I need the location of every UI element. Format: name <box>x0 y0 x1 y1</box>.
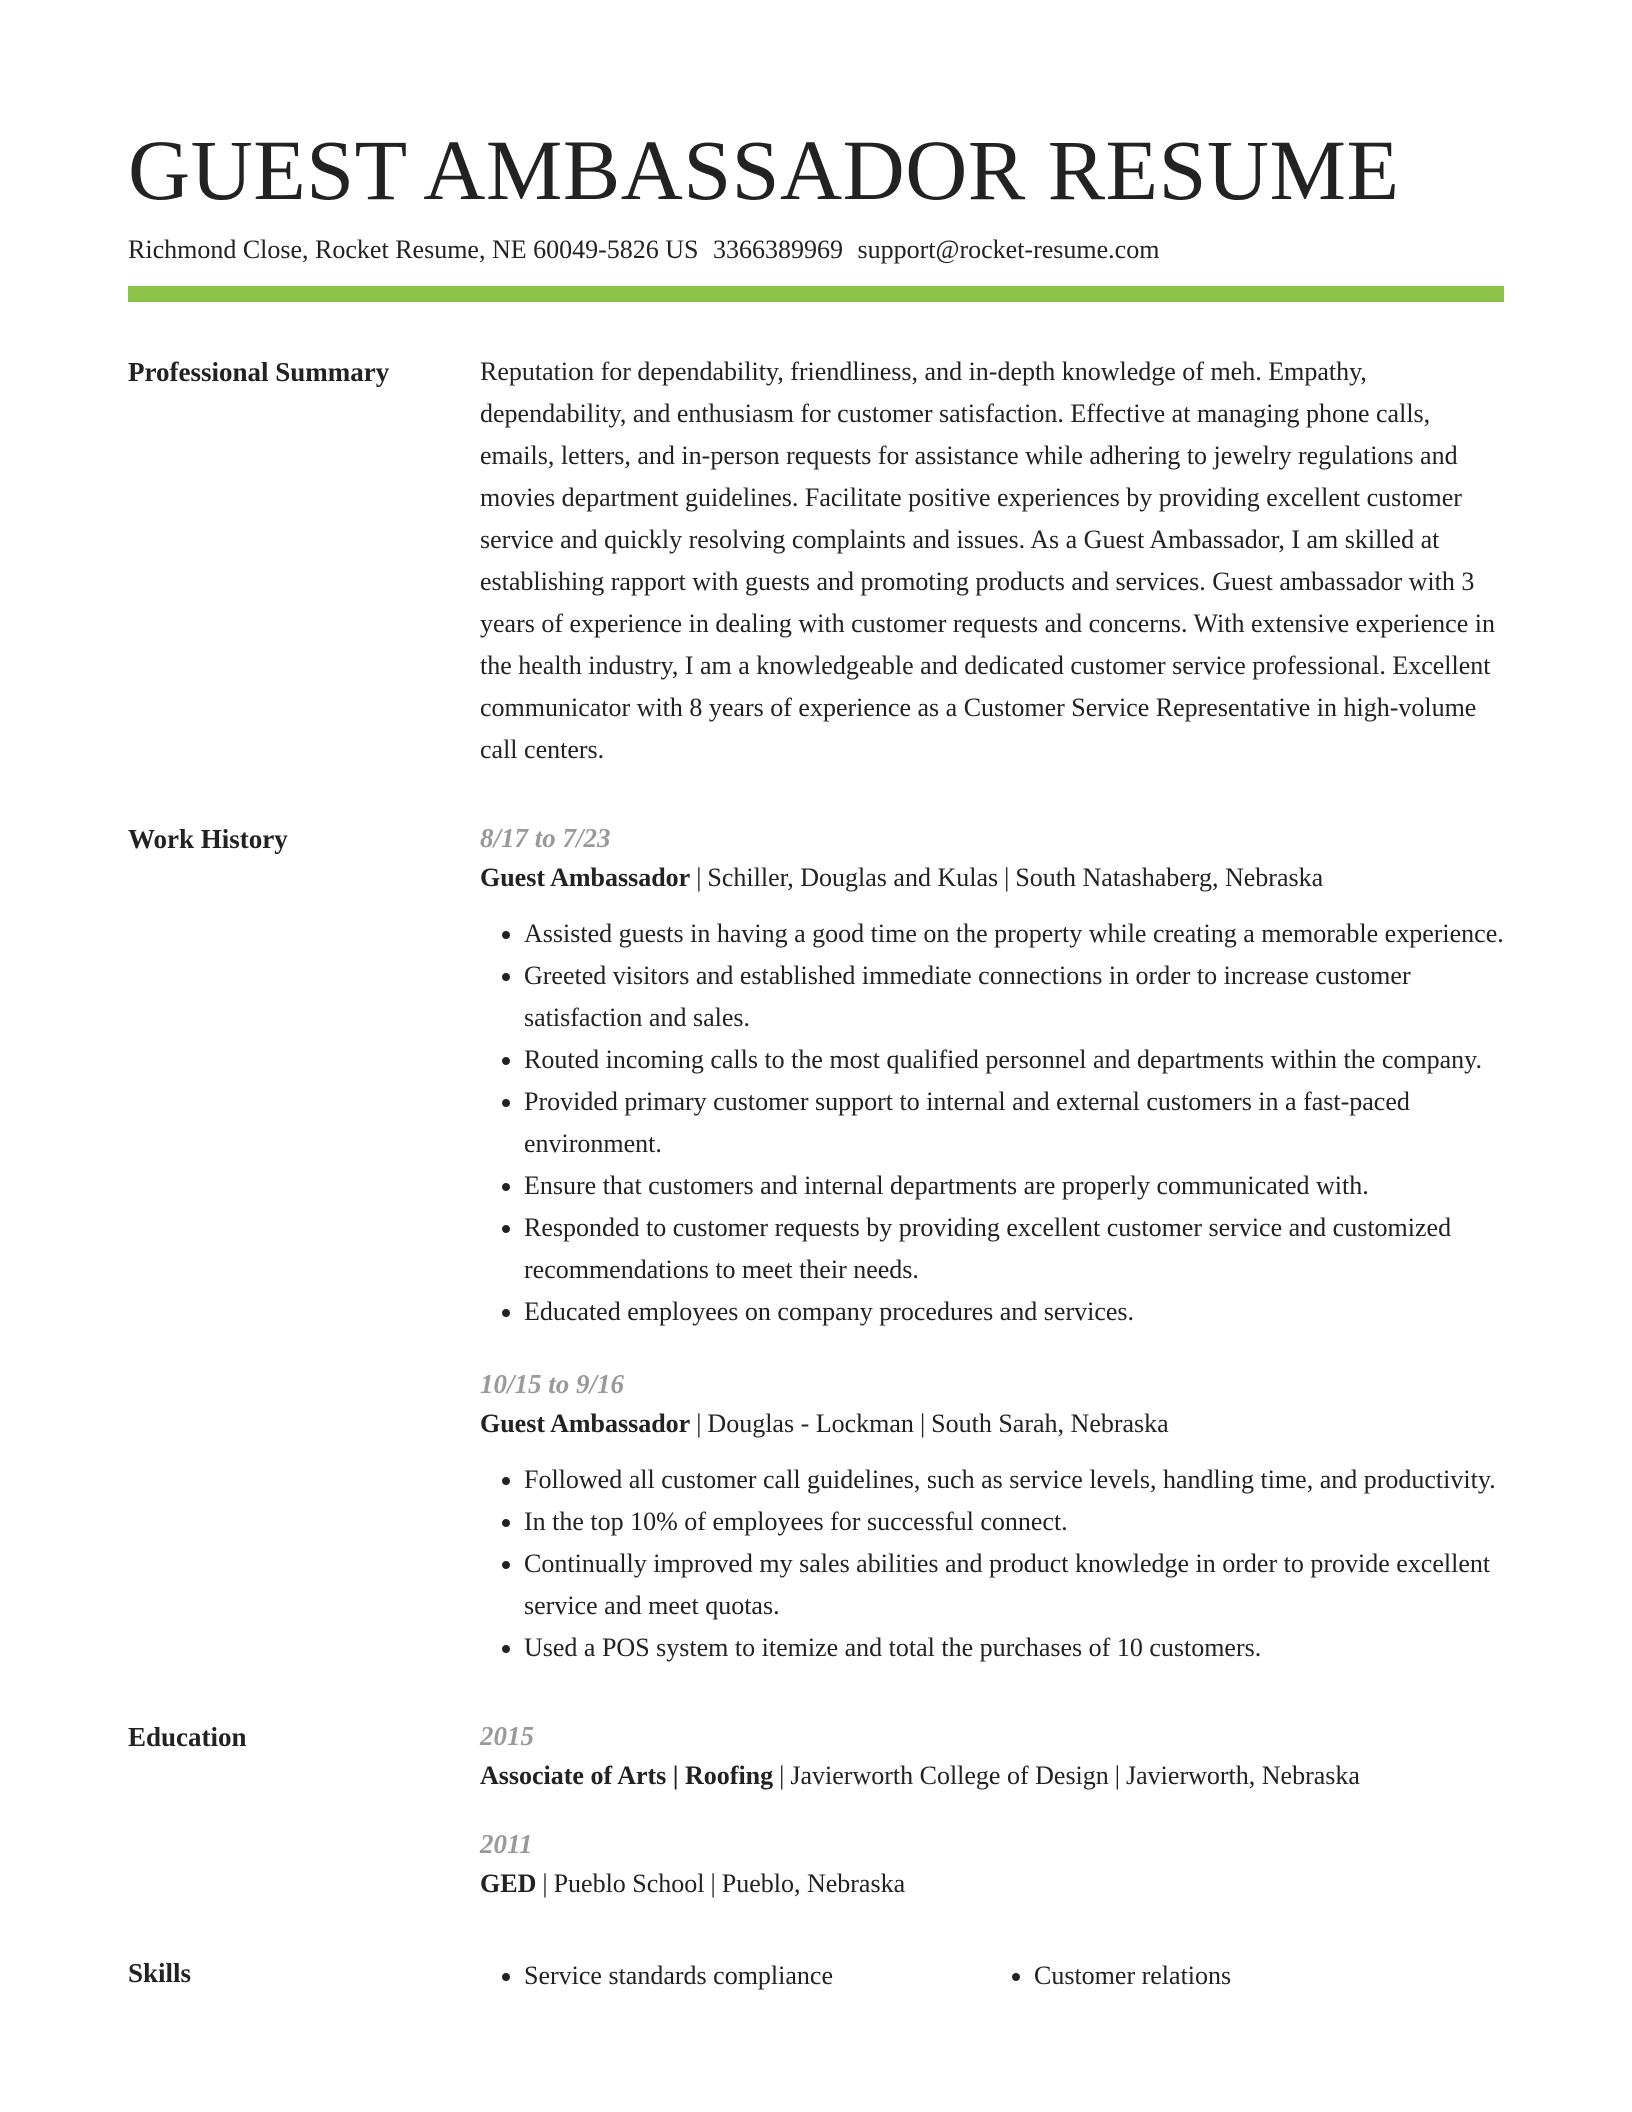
job-role-line: Guest Ambassador | Douglas - Lockman | South Sarah, Nebraska <box>480 1409 1169 1438</box>
resume-header <box>128 118 1504 302</box>
skill-item: • Service standards compliance <box>524 1955 994 1997</box>
resume-page <box>128 118 1504 1997</box>
job-bullet: • Ensure that customers and internal departments are properly communicated with. <box>524 1165 1504 1207</box>
contact-email: support@rocket-resume.com <box>857 235 1160 264</box>
job-title: Guest Ambassador <box>480 863 691 892</box>
work-history-body <box>480 821 1504 1669</box>
job-bullet: • Provided primary customer support to internal and external customers in a fast-paced environment. <box>524 1081 1504 1165</box>
education-entry <box>480 1825 1504 1905</box>
contact-line <box>128 232 1504 268</box>
summary-text: Reputation for dependability, friendliness, and in-depth knowledge of meh. Empathy, dependability, and enthusiasm for customer satisfaction. Effective at managing phone calls, emails, letters, and in-person requests for assistance while adhering to jewelry regulations and movies department guidelines. Facilitate positive experiences by providing excellent customer service and quickly resolving complaints and issues. As a Guest Ambassador, I am skilled at establishing rapport with guests and promoting products and services. Guest ambassador with 3 years of experience in dealing with customer requests and concerns. With extensive experience in the health industry, I am a knowledgeable and dedicated customer service professional. Excellent communicator with 8 years of experience as a Customer Service Representative in high-volume call centers. <box>480 357 1495 764</box>
education-school: Javierworth College of Design <box>790 1761 1109 1790</box>
summary-body <box>480 354 1504 771</box>
job-bullets <box>480 913 1504 1333</box>
job-dates: 8/17 to 7/23 <box>480 823 611 853</box>
job-role-line: Guest Ambassador | Schiller, Douglas and Kulas | South Natashaberg, Nebraska <box>480 863 1324 892</box>
section-heading: Skills <box>128 1958 192 1988</box>
job-bullet: • Continually improved my sales abilities and product knowledge in order to provide excellent service and meet quotas. <box>524 1543 1504 1627</box>
job-bullets <box>480 1459 1504 1669</box>
education-location: Pueblo, Nebraska <box>721 1869 906 1898</box>
job-bullet: • Responded to customer requests by providing excellent customer service and customized recommendations to meet their needs. <box>524 1207 1504 1291</box>
job-entry <box>480 819 1504 1333</box>
job-dates: 10/15 to 9/16 <box>480 1369 625 1399</box>
job-entry <box>480 1365 1504 1669</box>
education-degree: GED <box>480 1869 537 1898</box>
education-school: Pueblo School <box>553 1869 705 1898</box>
contact-phone: 3366389969 <box>713 235 844 264</box>
education-location: Javierworth, Nebraska <box>1126 1761 1360 1790</box>
education-line: Associate of Arts | Roofing | Javierworth College of Design | Javierworth, Nebraska <box>480 1761 1360 1790</box>
education-line: GED | Pueblo School | Pueblo, Nebraska <box>480 1869 906 1898</box>
resume-title: GUEST AMBASSADOR RESUME <box>128 122 1400 218</box>
education-year: 2015 <box>480 1721 534 1751</box>
job-location: South Sarah, Nebraska <box>931 1409 1169 1438</box>
education-section <box>128 1719 1504 1905</box>
job-bullet: • Greeted visitors and established immediate connections in order to increase customer satisfaction and sales. <box>524 955 1504 1039</box>
section-heading: Work History <box>128 824 288 854</box>
header-divider <box>128 286 1504 302</box>
job-title: Guest Ambassador <box>480 1409 691 1438</box>
job-company: Schiller, Douglas and Kulas <box>707 863 999 892</box>
education-body <box>480 1719 1504 1905</box>
education-degree: Associate of Arts | Roofing <box>480 1761 774 1790</box>
job-company: Douglas - Lockman <box>707 1409 914 1438</box>
job-bullet: • Assisted guests in having a good time on the property while creating a memorable experience. <box>524 913 1504 955</box>
skills-list <box>480 1955 1504 1997</box>
job-location: South Natashaberg, Nebraska <box>1015 863 1324 892</box>
skill-item: • Customer relations <box>1034 1955 1504 1997</box>
job-bullet: • Used a POS system to itemize and total the purchases of 10 customers. <box>524 1627 1504 1669</box>
section-heading: Professional Summary <box>128 357 390 387</box>
skills-section <box>128 1955 1504 1997</box>
job-bullet: • In the top 10% of employees for successful connect. <box>524 1501 1504 1543</box>
job-bullet: • Educated employees on company procedures and services. <box>524 1291 1504 1333</box>
job-bullet: • Followed all customer call guidelines, such as service levels, handling time, and productivity. <box>524 1459 1504 1501</box>
education-entry <box>480 1717 1504 1797</box>
work-history-section <box>128 821 1504 1669</box>
summary-section <box>128 354 1504 771</box>
section-heading: Education <box>128 1722 247 1752</box>
contact-address: Richmond Close, Rocket Resume, NE 60049-5826 US <box>128 235 699 264</box>
job-bullet: • Routed incoming calls to the most qualified personnel and departments within the company. <box>524 1039 1504 1081</box>
education-year: 2011 <box>480 1829 533 1859</box>
skills-body <box>480 1955 1504 1997</box>
